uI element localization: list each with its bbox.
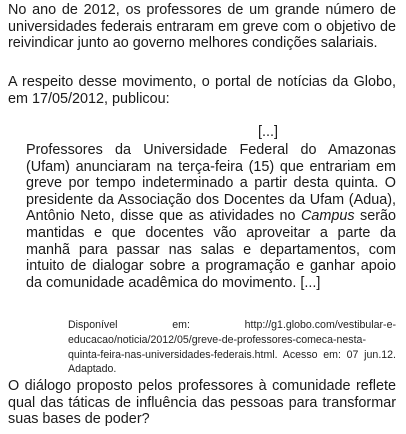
intro-paragraph: No ano de 2012, os professores de um grande número de universidades federais entraram em greve com o objetivo de reivindicar junto ao governo melhores condições salariais. [8, 2, 396, 51]
ellipsis-marker: [...] [258, 124, 278, 140]
question-text: O diálogo proposto pelos professores à comunidade reflete qual das táticas de influência das pessoas para transformar suas bases de poder? [8, 378, 396, 427]
source-citation: Disponível em: http://g1.globo.com/vestibular-e-educacao/noticia/2012/05/greve-de-professores-comeca-nesta-quinta-feira-nas-universidades-federais.html. Acesso em: 07 jun.12. Adaptado. [68, 319, 396, 376]
quote-italic-term: Campus [300, 208, 355, 225]
quote-text-1: Professores da Universidade Federal do Amazonas (Ufam) anunciaram na terça-feira (15) que entrariam em greve por tempo indeterminado a partir desta quinta. O presidente da Associação dos Docentes da Ufam (Adua), Antônio Neto, disse que as atividades no [26, 142, 396, 225]
intro-paragraph-2: A respeito desse movimento, o portal de notícias da Globo, em 17/05/2012, publicou: [8, 74, 396, 107]
quote-text-2: serão mantidas e que docentes vão aproveitar a parte da manhã para passar nas salas e departamentos, com intuito de dialogar sobre a programação e ganhar apoio da comunidade acadêmica do movimento. [...] [26, 208, 396, 291]
news-quote [26, 142, 396, 291]
